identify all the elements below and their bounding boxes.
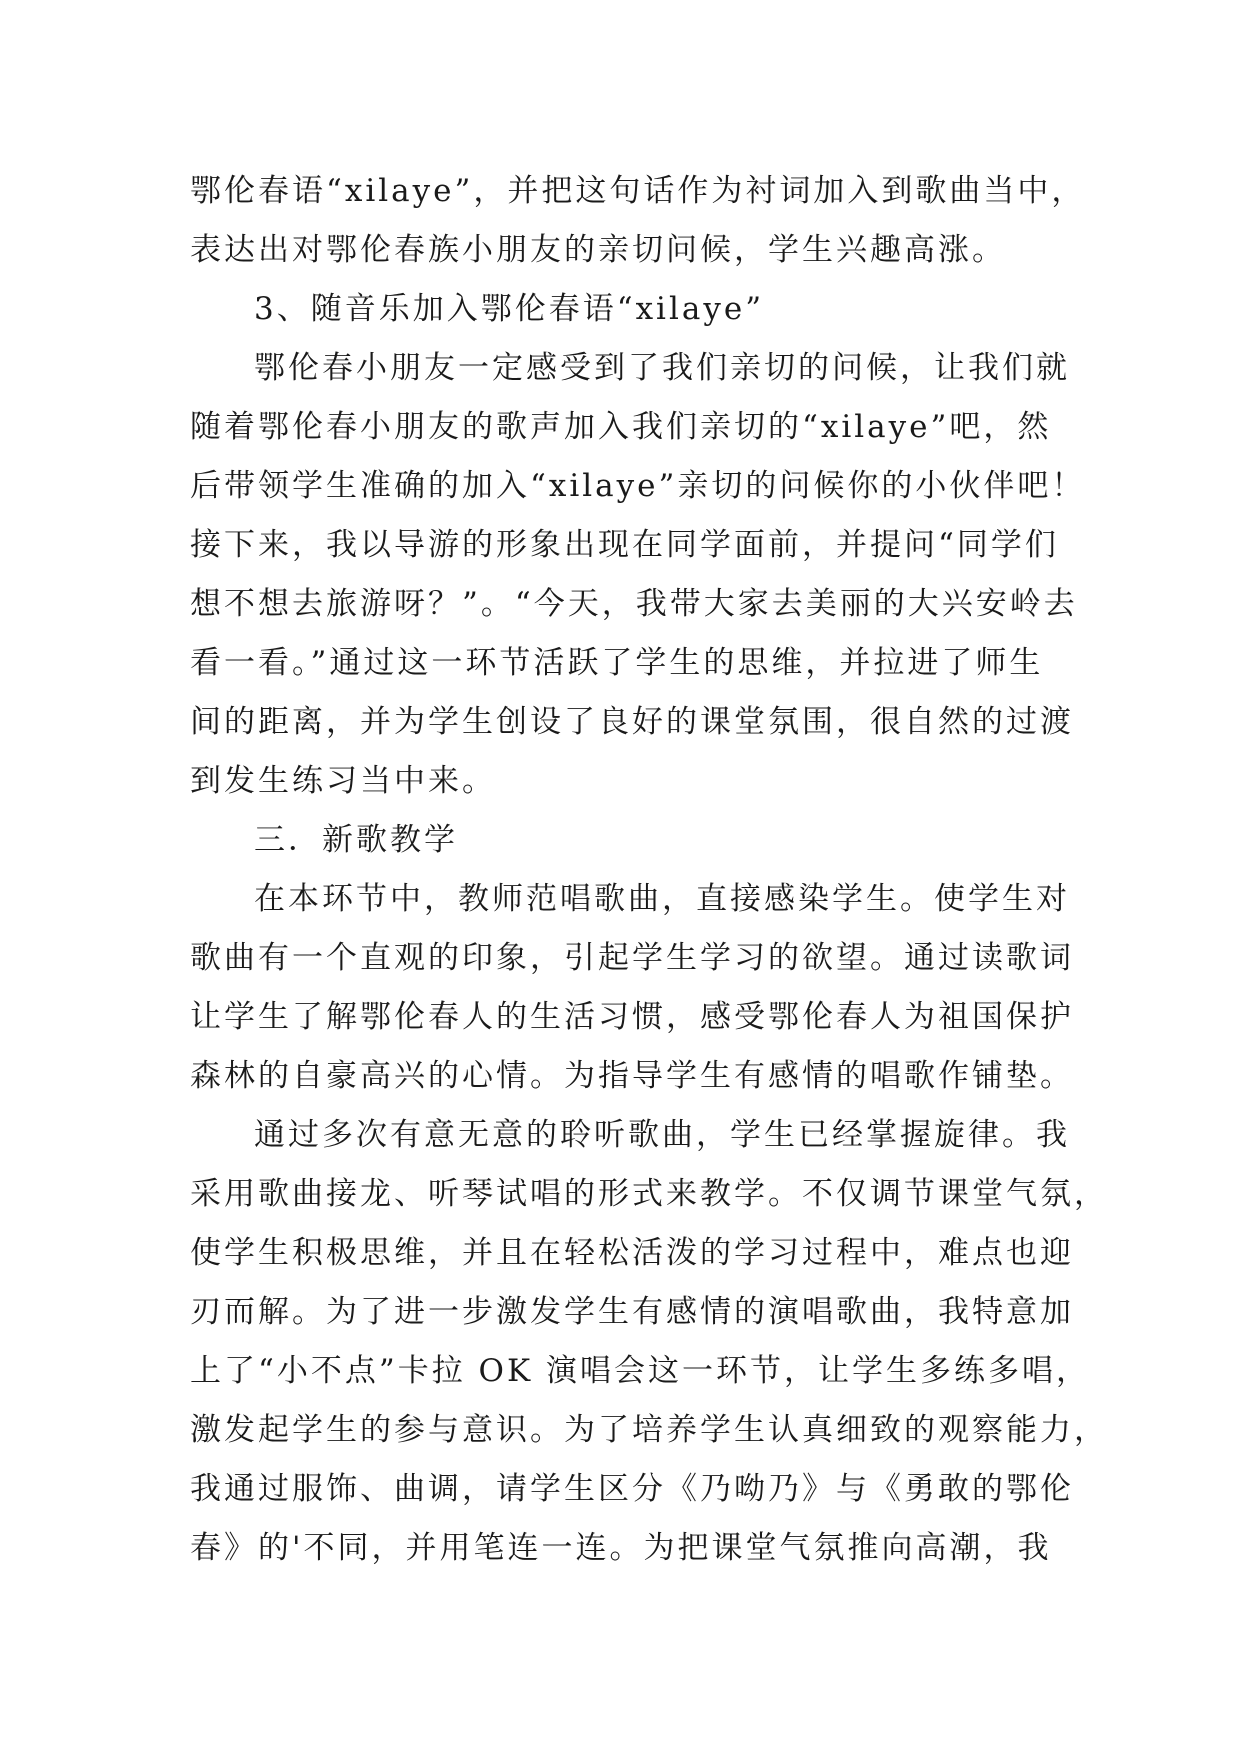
text-line: 采用歌曲接龙、听琴试唱的形式来教学。不仅调节课堂气氛， [190, 1176, 1108, 1212]
body-text [190, 162, 1108, 1578]
section-heading: 三．新歌教学 [254, 822, 458, 858]
text-line: 间的距离，并为学生创设了良好的课堂氛围，很自然的过渡 [190, 704, 1074, 740]
text-line: 激发起学生的参与意识。为了培养学生认真细致的观察能力， [190, 1412, 1108, 1448]
text-line: 到发生练习当中来。 [190, 763, 496, 799]
text-line: 上了“小不点”卡拉 OK 演唱会这一环节，让学生多练多唱， [190, 1353, 1090, 1389]
text-line: 春》的'不同，并用笔连一连。为把课堂气氛推向高潮，我 [190, 1530, 1052, 1566]
text-line: 后带领学生准确的加入“xilaye”亲切的问候你的小伙伴吧！ [190, 468, 1086, 504]
text-line: 鄂伦春语“xilaye”，并把这句话作为衬词加入到歌曲当中， [190, 173, 1086, 209]
text-line: 表达出对鄂伦春族小朋友的亲切问候，学生兴趣高涨。 [190, 232, 1006, 268]
paragraph-start: 鄂伦春小朋友一定感受到了我们亲切的问候，让我们就 [254, 350, 1070, 386]
text-line: 随着鄂伦春小朋友的歌声加入我们亲切的“xilaye”吧，然 [190, 409, 1052, 445]
text-line: 歌曲有一个直观的印象，引起学生学习的欲望。通过读歌词 [190, 940, 1074, 976]
text-line: 使学生积极思维，并且在轻松活泼的学习过程中，难点也迎 [190, 1235, 1074, 1271]
text-line: 看一看。”通过这一环节活跃了学生的思维，并拉进了师生 [190, 645, 1044, 681]
list-item-heading: 3、随音乐加入鄂伦春语“xilaye” [254, 291, 765, 327]
text-line: 刃而解。为了进一步激发学生有感情的演唱歌曲，我特意加 [190, 1294, 1074, 1330]
text-line: 接下来，我以导游的形象出现在同学面前，并提问“同学们 [190, 527, 1059, 563]
text-line: 让学生了解鄂伦春人的生活习惯，感受鄂伦春人为祖国保护 [190, 999, 1074, 1035]
paragraph-start: 在本环节中，教师范唱歌曲，直接感染学生。使学生对 [254, 881, 1070, 917]
text-line: 森林的自豪高兴的心情。为指导学生有感情的唱歌作铺垫。 [190, 1058, 1074, 1094]
paragraph-start: 通过多次有意无意的聆听歌曲，学生已经掌握旋律。我 [254, 1117, 1070, 1153]
text-line: 想不想去旅游呀？”。“今天，我带大家去美丽的大兴安岭去 [190, 586, 1078, 622]
text-line: 我通过服饰、曲调，请学生区分《乃呦乃》与《勇敢的鄂伦 [190, 1471, 1074, 1507]
